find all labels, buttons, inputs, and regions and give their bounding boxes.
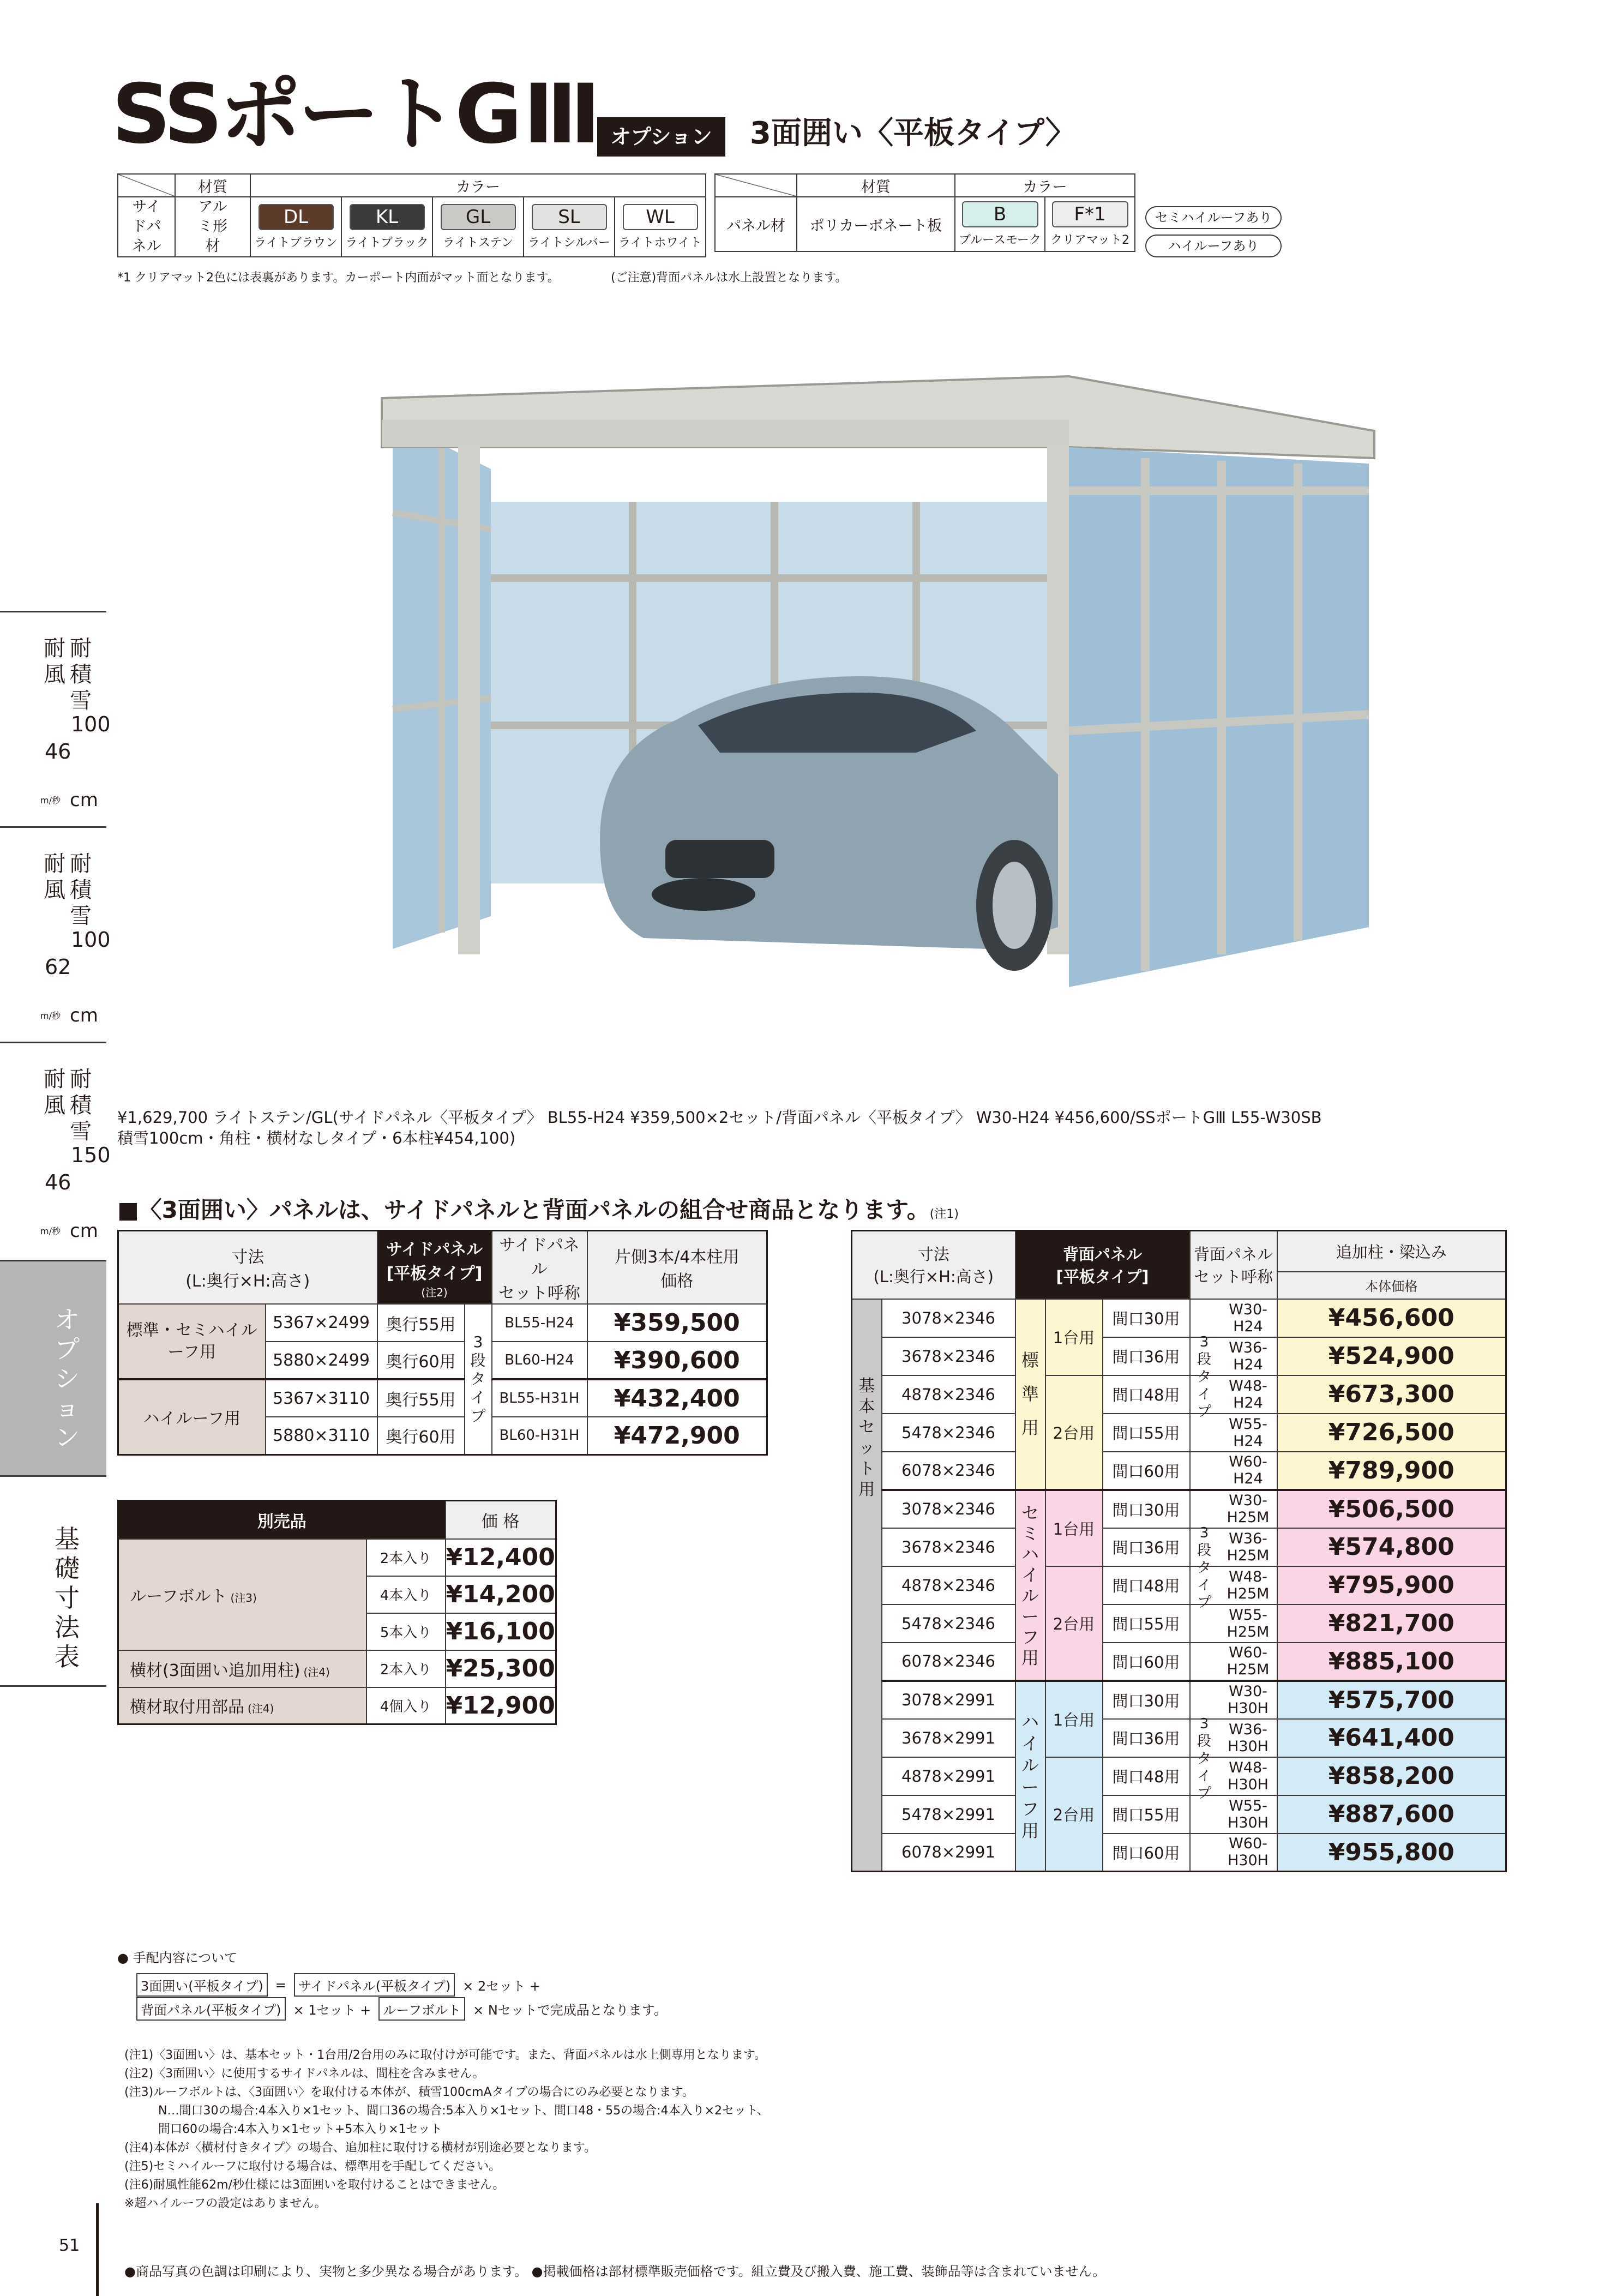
t2-group-label-text: セミハイルーフ用 xyxy=(1021,1502,1039,1668)
t2-price: ¥726,500 xyxy=(1277,1414,1506,1452)
t2-price: ¥574,800 xyxy=(1277,1528,1506,1566)
option-badge: オプション xyxy=(597,117,725,157)
t2-group-label xyxy=(1015,1681,1045,1872)
t3-yoko-label-text: 横材(3面囲い追加用柱) xyxy=(130,1661,300,1680)
t2-span: 間口55用 xyxy=(1103,1604,1190,1643)
t1-h-side-2: [平板タイプ] xyxy=(386,1264,483,1283)
side-tab-divider-1 xyxy=(0,826,106,828)
t3-price: ¥12,400 xyxy=(446,1539,556,1576)
t2-price: ¥885,100 xyxy=(1277,1643,1506,1681)
t1-tier-text: 3段タイプ xyxy=(470,1332,486,1425)
order-equals: = xyxy=(275,1977,286,1993)
t2-price: ¥673,300 xyxy=(1277,1375,1506,1414)
spec1-row-label-text: サイドパネル xyxy=(131,199,161,255)
t2-dim: 3078×2991 xyxy=(882,1681,1015,1719)
t1-price: ¥390,600 xyxy=(587,1342,767,1379)
tab2-snow-unit: cm xyxy=(70,1005,98,1026)
t3-tori-note: (注4) xyxy=(248,1702,274,1716)
swatch-dl-name: ライトブラウン xyxy=(254,236,338,250)
t2-unit: 2台用 xyxy=(1045,1757,1103,1872)
t2-unit: 1台用 xyxy=(1045,1299,1103,1375)
side-tab-kiso xyxy=(0,1478,106,1685)
t2-row xyxy=(852,1414,1506,1452)
t3-qty: 4本入り xyxy=(366,1576,446,1613)
spec1-color-wl xyxy=(615,197,706,257)
order-box-side: サイドパネル(平板タイプ) xyxy=(294,1973,455,1997)
t2-row xyxy=(852,1375,1506,1414)
tab3-snow-label: 耐積雪 xyxy=(70,1067,92,1144)
t1-row xyxy=(118,1379,767,1417)
t2-dim: 3678×2991 xyxy=(882,1719,1015,1757)
tab2-snow-value: 100 xyxy=(71,928,111,952)
t1-dim: 5880×3110 xyxy=(266,1417,377,1454)
spec2-h-material: 材質 xyxy=(797,174,955,197)
note-3-n2: 間口60の場合:4本入り×1セット+5本入り×1セット xyxy=(158,2123,442,2136)
notes-block xyxy=(124,2046,769,2213)
t1-price: ¥472,900 xyxy=(587,1417,767,1454)
swatch-wl-name: ライトホワイト xyxy=(618,236,702,250)
t1-h-side-3: (注2) xyxy=(421,1285,448,1299)
t2-group-label xyxy=(1015,1490,1045,1681)
t2-code: W36-H25M xyxy=(1190,1528,1277,1566)
t2-code: W48-H30H xyxy=(1190,1757,1277,1795)
order-times-n: × Nセットで完成品となります。 xyxy=(473,2003,667,2018)
top-note-1: *1 クリアマット2色には表裏があります。カーポート内面がマット面となります。 xyxy=(117,271,560,285)
note-3: (注3)ルーフボルトは、〈3面囲い〉を取付ける本体が、積雪100cmAタイプの場合にのみ必要となります。 xyxy=(124,2085,694,2099)
t2-row xyxy=(852,1452,1506,1490)
t1-code: BL60-H31H xyxy=(492,1417,587,1454)
t2-code: W60-H25M xyxy=(1190,1643,1277,1681)
t1-code: BL55-H24 xyxy=(492,1304,587,1342)
order-line-1 xyxy=(136,1973,540,1997)
order-line-2 xyxy=(136,1997,667,2021)
t2-h-add: 追加柱・梁込み xyxy=(1277,1231,1506,1272)
t1-price: ¥359,500 xyxy=(587,1304,767,1342)
spec2-corner xyxy=(715,174,797,197)
swatch-sl-name: ライトシルバー xyxy=(527,236,611,250)
tab1-wind-label: 耐風 xyxy=(44,636,65,687)
spec1-color-dl xyxy=(250,197,341,257)
t2-dim: 5478×2346 xyxy=(882,1604,1015,1643)
t2-price: ¥955,800 xyxy=(1277,1834,1506,1872)
t2-h-dim-1: 寸法 xyxy=(917,1245,949,1264)
separate-items-table xyxy=(117,1500,557,1725)
swatch-f-name: クリアマット2 xyxy=(1050,233,1130,247)
tab3-snow-value: 150 xyxy=(71,1143,111,1167)
note-6: (注6)耐風性能62m/秒仕様には3面囲いを取付けることはできません。 xyxy=(124,2178,505,2192)
t2-price: ¥858,200 xyxy=(1277,1757,1506,1795)
t2-tier-high: 3段タイプ xyxy=(1197,1716,1211,1802)
side-tab-divider-4 xyxy=(0,1685,106,1687)
t1-h-price-1: 片側3本/4本柱用 xyxy=(615,1248,740,1267)
t2-code: W48-H24 xyxy=(1190,1375,1277,1414)
side-tab-wind-46-snow-100 xyxy=(0,614,111,826)
t3-tori-label xyxy=(118,1687,366,1724)
t1-h-side xyxy=(377,1231,492,1305)
t2-code: W30-H24 xyxy=(1190,1299,1277,1337)
swatch-kl-name: ライトブラック xyxy=(345,236,429,250)
note-super-high: ※超ハイルーフの設定はありません。 xyxy=(124,2197,327,2210)
t2-dim: 5478×2346 xyxy=(882,1414,1015,1452)
t2-dim: 6078×2346 xyxy=(882,1452,1015,1490)
t2-h-body: 本体価格 xyxy=(1277,1272,1506,1299)
t2-row xyxy=(852,1604,1506,1643)
t2-price: ¥789,900 xyxy=(1277,1452,1506,1490)
t2-h-set-2: セット呼称 xyxy=(1193,1267,1273,1287)
tab3-wind-label: 耐風 xyxy=(44,1067,65,1118)
t2-row xyxy=(852,1719,1506,1757)
swatch-b: B xyxy=(962,201,1038,227)
t2-row xyxy=(852,1490,1506,1528)
t3-bolt-label xyxy=(118,1539,366,1650)
t2-dim: 4878×2991 xyxy=(882,1757,1015,1795)
t2-span: 間口60用 xyxy=(1103,1452,1190,1490)
footer-rule xyxy=(96,2203,99,2296)
t2-price: ¥506,500 xyxy=(1277,1490,1506,1528)
spec2-color-b xyxy=(955,197,1045,251)
t2-span: 間口48用 xyxy=(1103,1375,1190,1414)
t3-tori-label-text: 横材取付用部品 xyxy=(130,1698,244,1717)
t2-tier-standard: 3段タイプ xyxy=(1197,1334,1211,1420)
t1-h-side-1: サイドパネル xyxy=(386,1240,483,1259)
side-panel-price-table xyxy=(117,1230,768,1456)
t1-group-label xyxy=(118,1304,266,1379)
order-times-2: × 2セット + xyxy=(462,1979,541,1994)
t1-h-dim xyxy=(118,1231,377,1305)
t2-left-label xyxy=(852,1299,882,1872)
order-times-1: × 1セット + xyxy=(293,2003,371,2018)
carport-photo xyxy=(371,371,1385,1069)
t2-h-set-1: 背面パネル xyxy=(1193,1245,1273,1264)
spec1-h-color: カラー xyxy=(250,174,706,197)
t2-span: 間口30用 xyxy=(1103,1681,1190,1719)
t3-h-item: 別売品 xyxy=(118,1501,446,1539)
t3-qty: 4個入り xyxy=(366,1687,446,1724)
spec1-material xyxy=(175,197,250,257)
t3-price: ¥12,900 xyxy=(446,1687,556,1724)
t2-row xyxy=(852,1643,1506,1681)
note-4: (注4)本体が〈横材付きタイプ〉の場合、追加柱に取付ける横材が別途必要となります。 xyxy=(124,2141,596,2155)
spec1-color-sl xyxy=(524,197,615,257)
spec1-h-material: 材質 xyxy=(175,174,250,197)
t3-price: ¥25,300 xyxy=(446,1650,556,1687)
t1-h-price-2: 価格 xyxy=(660,1272,694,1291)
t2-span: 間口30用 xyxy=(1103,1490,1190,1528)
t3-bolt-note: (注3) xyxy=(230,1591,257,1604)
t2-span: 間口60用 xyxy=(1103,1643,1190,1681)
t2-row xyxy=(852,1299,1506,1337)
note-1: (注1)〈3面囲い〉は、基本セット・1台用/2台用のみに取付けが可能です。また、背面パネルは水上側専用となります。 xyxy=(124,2048,767,2062)
t2-price: ¥524,900 xyxy=(1277,1337,1506,1375)
pill-high-roof: ハイルーフあり xyxy=(1145,235,1282,257)
swatch-sl: SL xyxy=(532,204,607,230)
t1-price: ¥432,400 xyxy=(587,1379,767,1417)
t2-unit: 1台用 xyxy=(1045,1681,1103,1757)
pill-semi-high-roof: セミハイルーフあり xyxy=(1145,206,1282,229)
top-note-2: (ご注意)背面パネルは水上設置となります。 xyxy=(611,271,847,285)
t2-h-back-2: [平板タイプ] xyxy=(1056,1267,1149,1287)
spec2-color-f xyxy=(1045,197,1135,251)
order-box-bolt: ルーフボルト xyxy=(378,1997,465,2021)
t1-h-dim-1: 寸法 xyxy=(231,1248,265,1267)
t2-dim: 4878×2346 xyxy=(882,1375,1015,1414)
spec1-row-label xyxy=(118,197,175,257)
tab2-wind-value: 62 xyxy=(45,955,71,979)
t2-code: W60-H24 xyxy=(1190,1452,1277,1490)
t1-code: BL60-H24 xyxy=(492,1342,587,1379)
section-heading-note: (注1) xyxy=(929,1207,959,1221)
t2-price: ¥887,600 xyxy=(1277,1795,1506,1834)
t1-group-label: ハイルーフ用 xyxy=(118,1379,266,1454)
t2-group-label xyxy=(1015,1299,1045,1490)
t2-span: 間口36用 xyxy=(1103,1719,1190,1757)
panel-material-spec-table xyxy=(714,173,1135,252)
order-box-back: 背面パネル(平板タイプ) xyxy=(136,1997,286,2021)
tab1-wind-unit: m/秒 xyxy=(40,795,61,806)
t2-price: ¥641,400 xyxy=(1277,1719,1506,1757)
swatch-wl: WL xyxy=(623,204,698,230)
photo-caption xyxy=(117,1107,1322,1149)
front-post-left xyxy=(458,442,480,954)
t3-yoko-label xyxy=(118,1650,366,1687)
t2-code: W55-H30H xyxy=(1190,1795,1277,1834)
tab1-snow-label: 耐積雪 xyxy=(70,636,92,713)
t2-span: 間口48用 xyxy=(1103,1757,1190,1795)
tab1-wind-value: 46 xyxy=(45,740,71,764)
t2-code: W55-H24 xyxy=(1190,1414,1277,1452)
t2-span: 間口48用 xyxy=(1103,1566,1190,1604)
t2-span: 間口36用 xyxy=(1103,1337,1190,1375)
note-2: (注2)〈3面囲い〉に使用するサイドパネルは、間柱を含みません。 xyxy=(124,2067,485,2081)
t2-span: 間口55用 xyxy=(1103,1795,1190,1834)
side-tab-option xyxy=(0,1260,106,1475)
t1-h-dim-2: (L:奥行×H:高さ) xyxy=(185,1272,310,1291)
t2-h-back-1: 背面パネル xyxy=(1062,1245,1142,1264)
t2-h-set xyxy=(1190,1231,1277,1299)
spec1-corner xyxy=(118,174,175,197)
swatch-b-name: ブルースモーク xyxy=(958,233,1042,247)
t2-dim: 3678×2346 xyxy=(882,1528,1015,1566)
back-panel-price-table xyxy=(851,1230,1507,1872)
t2-row xyxy=(852,1757,1506,1795)
tab2-snow-label: 耐積雪 xyxy=(70,851,92,929)
side-tab-kiso-label: 基礎寸法表 xyxy=(55,1524,80,1672)
t1-depth: 奥行55用 xyxy=(377,1304,465,1342)
t1-row xyxy=(118,1304,767,1342)
swatch-dl: DL xyxy=(259,204,334,230)
t2-tier-semi: 3段タイプ xyxy=(1197,1525,1211,1611)
t1-code: BL55-H31H xyxy=(492,1379,587,1417)
tab3-wind-unit: m/秒 xyxy=(40,1226,61,1236)
t3-price: ¥16,100 xyxy=(446,1613,556,1650)
t3-qty: 2本入り xyxy=(366,1539,446,1576)
t3-qty: 2本入り xyxy=(366,1650,446,1687)
t2-dim: 6078×2991 xyxy=(882,1834,1015,1872)
t3-price: ¥14,200 xyxy=(446,1576,556,1613)
tab2-wind-unit: m/秒 xyxy=(40,1011,61,1021)
t2-group-label-text: 標準用 xyxy=(1021,1350,1039,1438)
tab3-snow-unit: cm xyxy=(70,1220,98,1242)
side-tab-wind-62-snow-100 xyxy=(0,829,111,1042)
t3-bolt-label-text: ルーフボルト xyxy=(130,1586,227,1606)
t1-dim: 5367×2499 xyxy=(266,1304,377,1342)
t2-span: 間口60用 xyxy=(1103,1834,1190,1872)
side-panel-spec-table xyxy=(117,173,706,257)
t2-code: W36-H30H xyxy=(1190,1719,1277,1757)
t1-h-set xyxy=(492,1231,587,1305)
t2-price: ¥456,600 xyxy=(1277,1299,1506,1337)
side-tab-wind-46-snow-150 xyxy=(0,1044,111,1257)
caption-line-1: ¥1,629,700 ライトステン/GL(サイドパネル〈平板タイプ〉 BL55-H24 ¥359,500×2セット/背面パネル〈平板タイプ〉 W30-H24 ¥456,600/SSポートGⅢ L55-W30SB xyxy=(117,1108,1322,1127)
swatch-gl-name: ライトステン xyxy=(442,236,514,250)
t2-dim: 3078×2346 xyxy=(882,1490,1015,1528)
t1-group-label-text: 標準・セミハイルーフ用 xyxy=(126,1320,257,1362)
t2-row xyxy=(852,1795,1506,1834)
t2-code: W55-H25M xyxy=(1190,1604,1277,1643)
t2-h-dim-2: (L:奥行×H:高さ) xyxy=(873,1267,994,1287)
spec2-h-color: カラー xyxy=(955,174,1135,197)
caption-line-2: 積雪100cm・角柱・横材なしタイプ・6本柱¥454,100) xyxy=(117,1129,516,1147)
t1-dim: 5367×3110 xyxy=(266,1379,377,1417)
tab3-wind-value: 46 xyxy=(45,1170,71,1194)
t1-depth: 奥行60用 xyxy=(377,1417,465,1454)
t2-code: W60-H30H xyxy=(1190,1834,1277,1872)
title-text: SSポートG xyxy=(112,67,519,162)
t3-h-price: 価 格 xyxy=(446,1501,556,1539)
page-title xyxy=(112,67,598,162)
t2-unit: 2台用 xyxy=(1045,1375,1103,1490)
spec1-color-kl xyxy=(341,197,432,257)
t2-row xyxy=(852,1528,1506,1566)
title-roman: Ⅲ xyxy=(523,67,598,162)
swatch-kl: KL xyxy=(350,204,425,230)
t1-h-set-2: セット呼称 xyxy=(498,1284,580,1303)
t2-dim: 3078×2346 xyxy=(882,1299,1015,1337)
t2-code: W30-H25M xyxy=(1190,1490,1277,1528)
swatch-f: F*1 xyxy=(1052,201,1128,227)
spec2-row-label: パネル材 xyxy=(715,197,797,251)
tab1-snow-unit: cm xyxy=(70,789,98,811)
roof-beam-front xyxy=(382,420,1069,447)
page-subtitle: 3面囲い〈平板タイプ〉 xyxy=(750,116,1076,151)
t2-row xyxy=(852,1566,1506,1604)
spec1-color-gl xyxy=(432,197,524,257)
t2-unit: 1台用 xyxy=(1045,1490,1103,1566)
t2-span: 間口30用 xyxy=(1103,1299,1190,1337)
side-tab-option-label: オプション xyxy=(55,1305,80,1452)
t3-yoko-note: (注4) xyxy=(303,1665,330,1679)
t1-depth: 奥行60用 xyxy=(377,1342,465,1379)
t2-row xyxy=(852,1681,1506,1719)
t2-code: W36-H24 xyxy=(1190,1337,1277,1375)
t1-tier xyxy=(465,1304,492,1454)
section-heading xyxy=(117,1192,959,1225)
t1-h-set-1: サイドパネル xyxy=(499,1236,580,1279)
tab2-wind-label: 耐風 xyxy=(44,851,65,903)
t2-code: W48-H25M xyxy=(1190,1566,1277,1604)
t1-h-price xyxy=(587,1231,767,1305)
spec1-material-text: アルミ形材 xyxy=(198,199,227,255)
tab1-snow-value: 100 xyxy=(71,712,111,736)
t2-group-label-text: ハイルーフ用 xyxy=(1021,1711,1039,1841)
t1-depth: 奥行55用 xyxy=(377,1379,465,1417)
t1-dim: 5880×2499 xyxy=(266,1342,377,1379)
order-box-3men: 3面囲い(平板タイプ) xyxy=(136,1973,268,1997)
t2-dim: 3678×2346 xyxy=(882,1337,1015,1375)
section-heading-text: ■〈3面囲い〉パネルは、サイドパネルと背面パネルの組合せ商品となります。 xyxy=(117,1197,930,1223)
note-3-n: N…間口30の場合:4本入り×1セット、間口36の場合:5本入り×1セット、間口48・55の場合:4本入り×2セット、 xyxy=(158,2104,770,2118)
t3-qty: 5本入り xyxy=(366,1613,446,1650)
order-title: ● 手配内容について xyxy=(117,1950,238,1966)
t2-span: 間口36用 xyxy=(1103,1528,1190,1566)
t2-price: ¥821,700 xyxy=(1277,1604,1506,1643)
t2-span: 間口55用 xyxy=(1103,1414,1190,1452)
t2-code: W30-H30H xyxy=(1190,1681,1277,1719)
swatch-gl: GL xyxy=(441,204,516,230)
t2-dim: 6078×2346 xyxy=(882,1643,1015,1681)
t2-dim: 5478×2991 xyxy=(882,1795,1015,1834)
t2-h-back xyxy=(1015,1231,1190,1299)
t2-unit: 2台用 xyxy=(1045,1566,1103,1681)
t2-dim: 4878×2346 xyxy=(882,1566,1015,1604)
t2-row xyxy=(852,1834,1506,1872)
spec2-material: ポリカーボネート板 xyxy=(797,197,955,251)
t2-h-dim xyxy=(852,1231,1015,1299)
t2-left-label-text: 基本セット用 xyxy=(858,1376,875,1499)
side-tab-divider-3 xyxy=(0,1475,106,1477)
page-number: 51 xyxy=(59,2236,80,2255)
footer-text: ●商品写真の色調は印刷により、実物と多少異なる場合があります。 ●掲載価格は部材標準販売価格です。組立費及び搬入費、施工費、装飾品等は含まれていません。 xyxy=(124,2264,1106,2279)
note-5: (注5)セミハイルーフに取付ける場合は、標準用を手配してください。 xyxy=(124,2160,501,2173)
side-tab-divider-0 xyxy=(0,611,106,612)
t2-row xyxy=(852,1337,1506,1375)
side-tab-divider-2 xyxy=(0,1042,106,1043)
t2-price: ¥795,900 xyxy=(1277,1566,1506,1604)
t2-price: ¥575,700 xyxy=(1277,1681,1506,1719)
